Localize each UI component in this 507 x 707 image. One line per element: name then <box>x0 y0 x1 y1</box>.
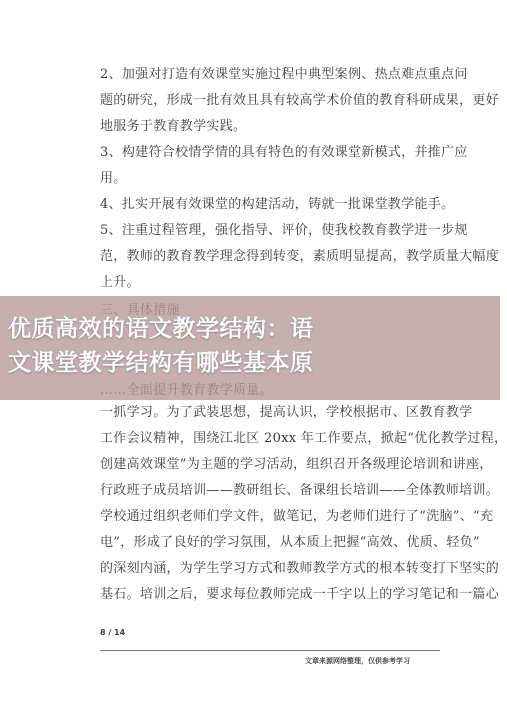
text-line: 地服务于教育教学实践。 <box>100 119 247 134</box>
text-line: 上升。 <box>100 275 140 290</box>
banner-title[interactable] <box>0 312 500 380</box>
footer-note: 文章来源网络整理，仅供参考学习 <box>305 657 410 665</box>
text-line: 3、构建符合校情学情的具有特色的有效课堂新模式，并推广应 <box>100 145 468 160</box>
banner-title-line: 文课堂教学结构有哪些基本原 <box>8 350 314 376</box>
text-line: 范，教师的教育教学理念得到转变，素质明显提高，教学质量大幅度 <box>100 249 500 264</box>
text-line: 工作会议精神，围绕江北区 20xx 年工作要点，掀起“优化教学过程， <box>100 431 507 446</box>
text-line: 的深刻内涵，为学生学习方式和教师教学方式的根本转变打下坚实的 <box>100 561 500 576</box>
text-line: 2、加强对打造有效课堂实施过程中典型案例、热点难点重点问 <box>100 67 468 82</box>
text-line: 题的研究，形成一批有效且具有较高学术价值的教育科研成果，更好 <box>100 93 500 108</box>
text-line: 学校通过组织老师们学文件，做笔记，为老师们进行了“洗脑”、“充 <box>100 509 494 524</box>
text-line: 基石。培训之后，要求每位教师完成一千字以上的学习笔记和一篇心 <box>100 587 500 602</box>
paragraph-study <box>100 400 507 608</box>
paragraph-5 <box>100 218 500 296</box>
text-line: 4、扎实开展有效课堂的构建活动，铸就一批课堂教学能手。 <box>100 197 455 212</box>
page-number: 8 / 14 <box>100 628 126 637</box>
text-line: 5、注重过程管理，强化指导、评价，使我校教育教学进一步规 <box>100 223 468 238</box>
text-line: 行政班子成员培训——教研组长、备课组长培训——全体教师培训。 <box>100 483 500 498</box>
paragraph-3 <box>100 140 468 192</box>
text-line: 电”，形成了良好的学习氛围，从本质上把握“高效、优质、轻负” <box>100 535 480 550</box>
text-line: 用。 <box>100 171 127 186</box>
text-line: 创建高效课堂”为主题的学习活动，组织召开各级理论培训和讲座， <box>100 457 493 472</box>
paragraph-4 <box>100 192 455 218</box>
banner-title-line: 优质高效的语文教学结构：语 <box>8 316 314 342</box>
paragraph-2 <box>100 62 500 140</box>
text-line: 一抓学习。为了武装思想，提高认识，学校根据市、区教育教学 <box>100 405 473 420</box>
footer-divider <box>100 650 440 651</box>
